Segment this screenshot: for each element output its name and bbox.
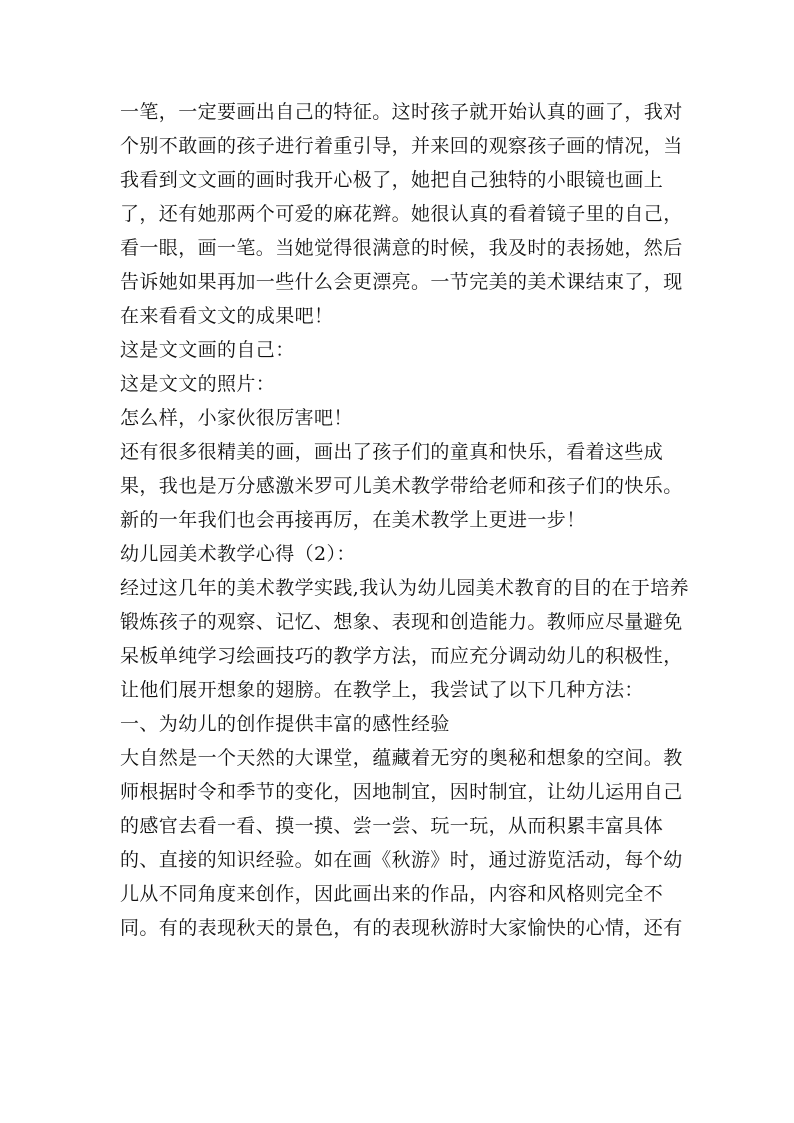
text-line: 还有很多很精美的画，画出了孩子们的童真和快乐，看着这些成 [120, 441, 664, 463]
text-line: 个别不敢画的孩子进行着重引导，并来回的观察孩子画的情况，当 [120, 135, 683, 157]
text-line: 果，我也是万分感激米罗可儿美术教学带给老师和孩子们的快乐。 [120, 475, 683, 497]
text-line: 师根据时令和季节的变化，因地制宜，因时制宜，让幼儿运用自己 [120, 781, 683, 803]
text-line: 新的一年我们也会再接再厉，在美术教学上更进一步！ [120, 509, 586, 531]
text-line: 看一眼，画一笔。当她觉得很满意的时候，我及时的表扬她，然后 [120, 237, 683, 259]
text-line: 怎么样，小家伙很厉害吧！ [120, 407, 353, 429]
text-line: 一笔，一定要画出自己的特征。这时孩子就开始认真的画了，我对 [120, 101, 683, 123]
text-line: 儿从不同角度来创作，因此画出来的作品，内容和风格则完全不 [120, 883, 664, 905]
text-line: 了，还有她那两个可爱的麻花辫。她很认真的看着镜子里的自己， [120, 203, 683, 225]
text-line: 这是文文画的自己： [120, 339, 295, 361]
text-line: 锻炼孩子的观察、记忆、想象、表现和创造能力。教师应尽量避免 [120, 611, 683, 633]
text-line: 我看到文文画的画时我开心极了，她把自己独特的小眼镜也画上 [120, 169, 664, 191]
text-line: 大自然是一个天然的大课堂，蕴藏着无穷的奥秘和想象的空间。教 [120, 747, 683, 769]
section-heading: 幼儿园美术教学心得（2）： [120, 543, 356, 565]
text-line: 的感官去看一看、摸一摸、尝一尝、玩一玩，从而积累丰富具体 [120, 815, 664, 837]
text-line: 经过这几年的美术教学实践,我认为幼儿园美术教育的目的在于培养 [120, 577, 690, 599]
text-line: 告诉她如果再加一些什么会更漂亮。一节完美的美术课结束了，现 [120, 271, 683, 293]
subsection-heading: 一、为幼儿的创作提供丰富的感性经验 [120, 713, 450, 735]
text-line: 在来看看文文的成果吧！ [120, 305, 334, 327]
text-line: 这是文文的照片： [120, 373, 276, 395]
text-line: 呆板单纯学习绘画技巧的教学方法，而应充分调动幼儿的积极性， [120, 645, 683, 667]
text-line: 同。有的表现秋天的景色，有的表现秋游时大家愉快的心情，还有 [120, 917, 683, 939]
document-body [120, 95, 690, 945]
text-line: 的、直接的知识经验。如在画《秋游》时，通过游览活动，每个幼 [120, 849, 683, 871]
text-line: 让他们展开想象的翅膀。在教学上，我尝试了以下几种方法： [120, 679, 644, 701]
